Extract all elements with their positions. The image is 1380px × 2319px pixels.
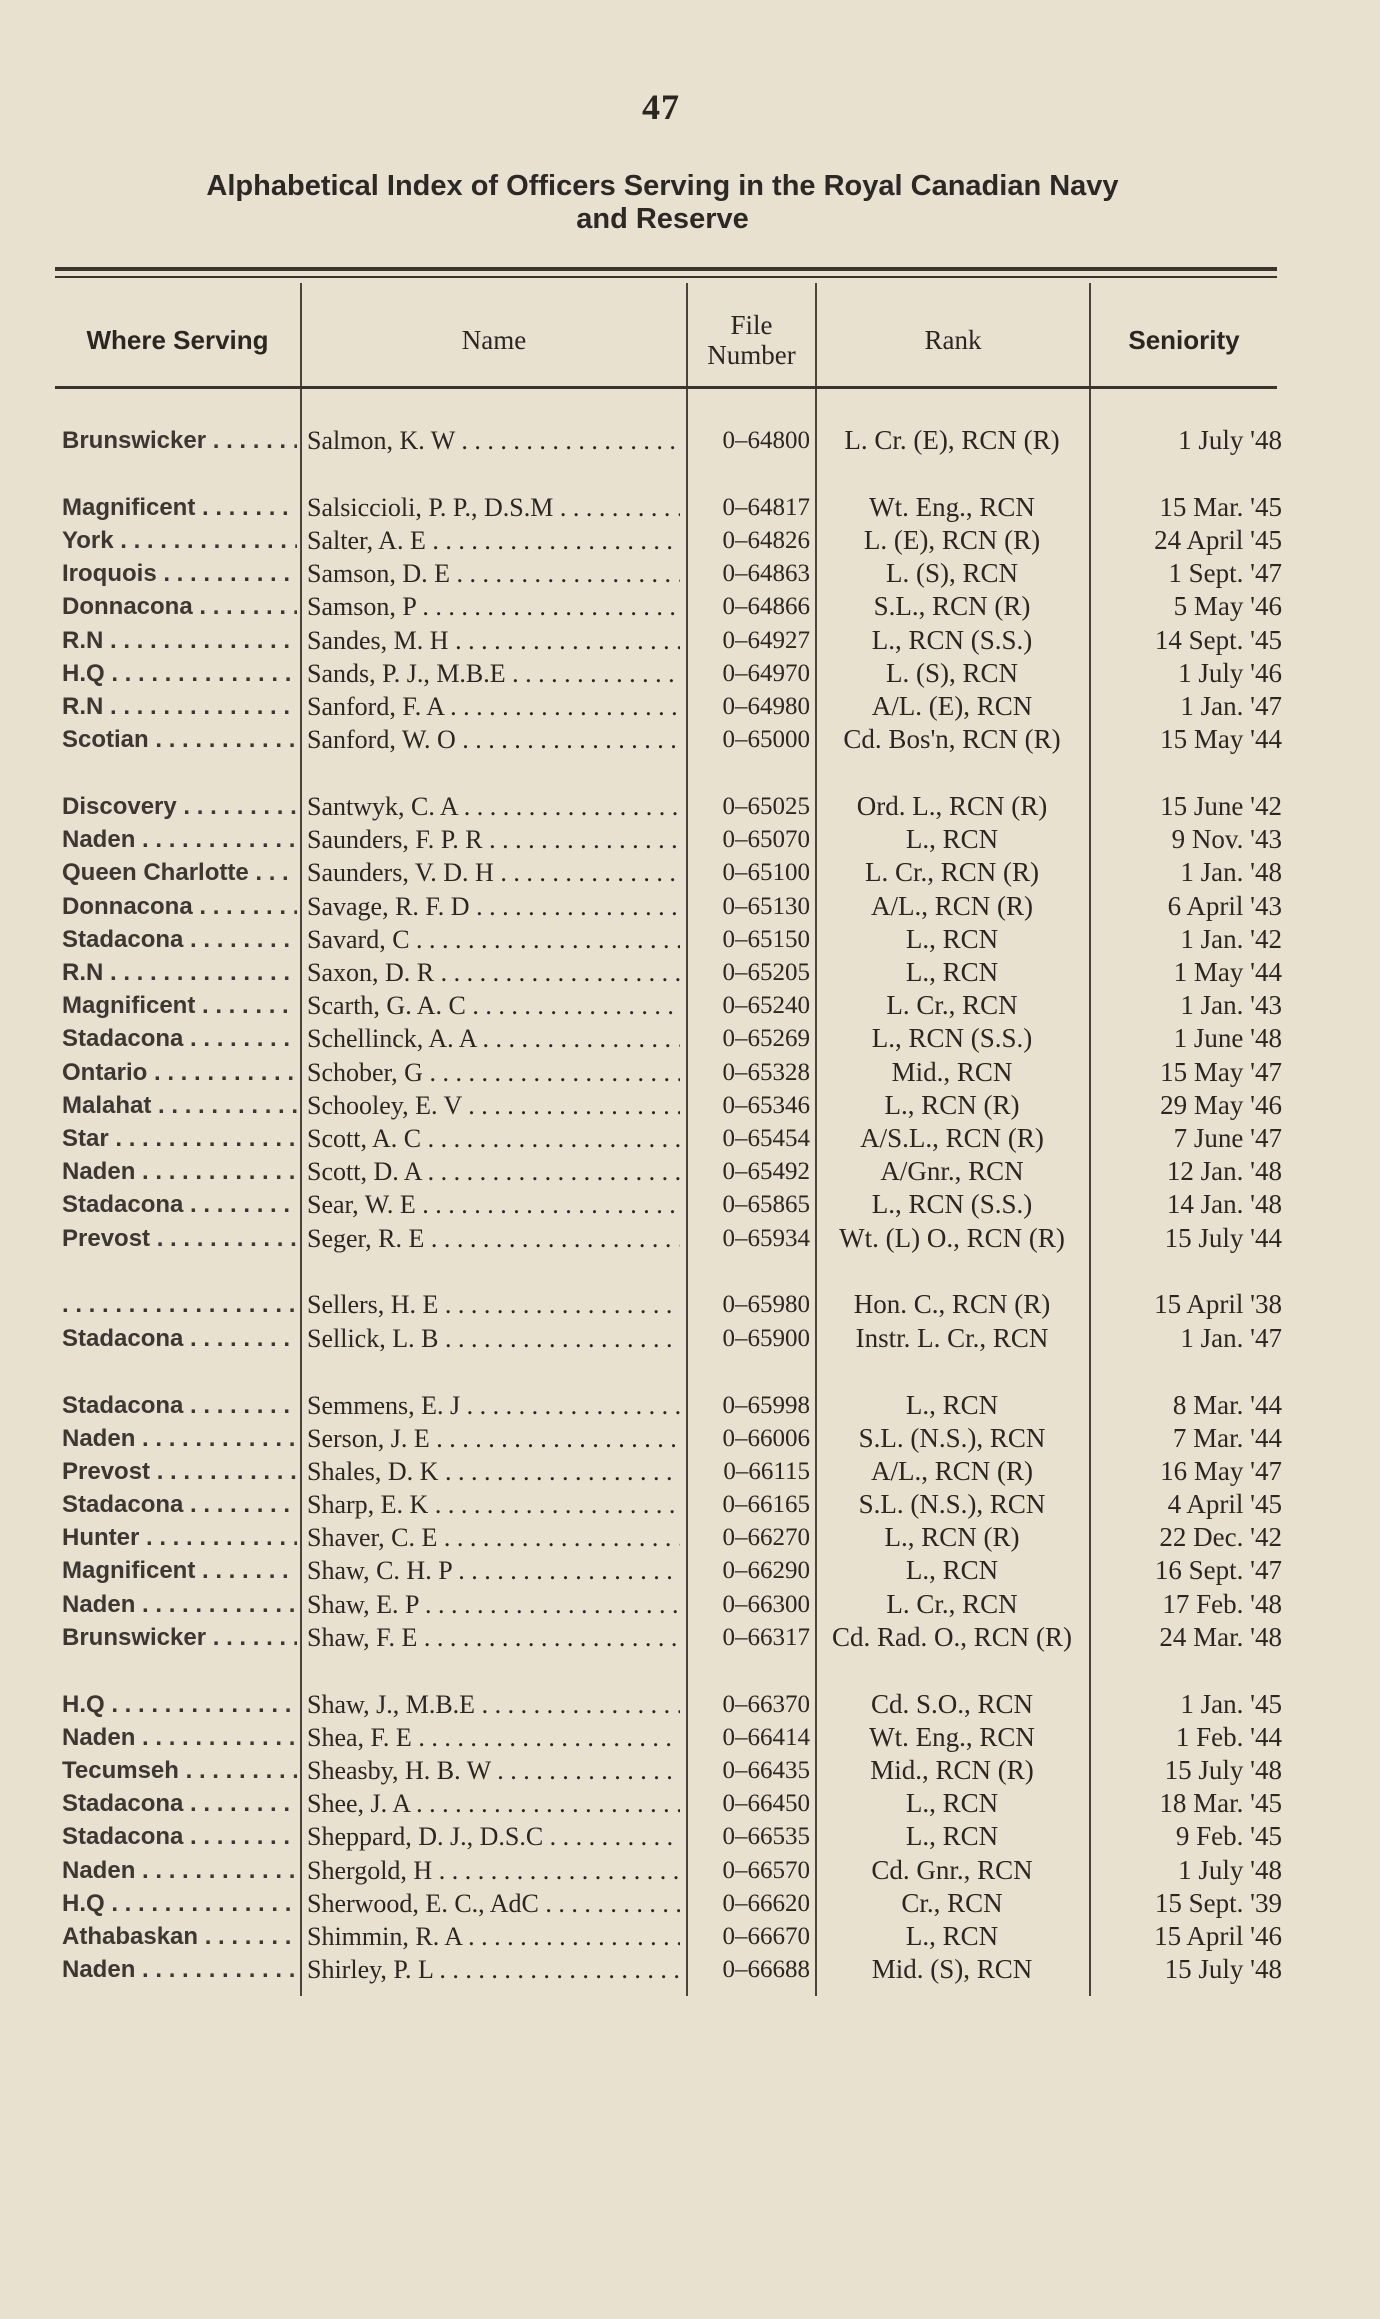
- table-row: [0, 1754, 1380, 1787]
- cell-file-number: 0–65205: [722, 959, 810, 987]
- cell-seniority: 17 Feb. '48: [1162, 1588, 1282, 1619]
- table-row: [0, 1488, 1380, 1521]
- cell-seniority: 15 June '42: [1160, 791, 1282, 822]
- cell-rank: L. (E), RCN (R): [863, 525, 1041, 556]
- file-header-line-1: File: [730, 310, 773, 340]
- header-underline: [55, 386, 1277, 389]
- cell-file-number: 0–66688: [722, 1956, 810, 1984]
- table-row: [0, 1920, 1380, 1953]
- cell-file-number: 0–64817: [722, 493, 810, 521]
- table-row: [0, 1854, 1380, 1887]
- table-row: [0, 1155, 1380, 1188]
- cell-where-serving: Naden . . .: [62, 1588, 297, 1621]
- cell-name: Sands, P. J., M.B.E . . .: [307, 657, 680, 690]
- cell-file-number: 0–66535: [722, 1823, 810, 1851]
- cell-rank: A/Gnr., RCN: [880, 1156, 1024, 1187]
- cell-name: Sellick, L. B . . .: [307, 1322, 680, 1355]
- cell-seniority: 1 Jan. '47: [1180, 1322, 1282, 1353]
- cell-seniority: 1 June '48: [1173, 1023, 1282, 1054]
- cell-name: Schellinck, A. A . . .: [307, 1022, 680, 1055]
- cell-where-serving: Stadacona . . .: [62, 1488, 297, 1521]
- cell-rank: A/L., RCN (R): [871, 1455, 1033, 1486]
- cell-seniority: 7 Mar. '44: [1172, 1422, 1282, 1453]
- cell-where-serving: H.Q . . .: [62, 1887, 297, 1920]
- cell-seniority: 15 April '38: [1154, 1289, 1282, 1320]
- table-row: [0, 1588, 1380, 1621]
- cell-rank: L., RCN: [905, 1389, 999, 1420]
- cell-where-serving: Naden . . .: [62, 1155, 297, 1188]
- cell-file-number: 0–66115: [723, 1457, 810, 1485]
- cell-name: Saunders, V. D. H . . .: [307, 856, 680, 889]
- cell-name: Schooley, E. V . . .: [307, 1089, 680, 1122]
- header-rule-thin: [55, 276, 1277, 278]
- header-rule-thick: [55, 267, 1277, 271]
- cell-rank: L. (S), RCN: [885, 657, 1018, 688]
- cell-seniority: 8 Mar. '44: [1172, 1389, 1282, 1420]
- cell-name: Schober, G . . .: [307, 1056, 680, 1089]
- cell-name: Sandes, M. H . . .: [307, 624, 680, 657]
- cell-seniority: 1 July '48: [1178, 1854, 1282, 1885]
- column-header-file-number: [688, 298, 815, 382]
- cell-file-number: 0–66290: [722, 1557, 810, 1585]
- cell-rank: Mid. (S), RCN: [871, 1954, 1033, 1985]
- table-row: [0, 1089, 1380, 1122]
- cell-name: Shaw, J., M.B.E . . .: [307, 1688, 680, 1721]
- cell-where-serving: Star . . .: [62, 1122, 297, 1155]
- cell-name: Sear, W. E . . .: [307, 1188, 680, 1221]
- cell-rank: L., RCN (R): [884, 1089, 1020, 1120]
- cell-name: Santwyk, C. A . . .: [307, 790, 680, 823]
- cell-where-serving: Stadacona . . .: [62, 1820, 297, 1853]
- cell-seniority: 15 April '46: [1154, 1921, 1282, 1952]
- cell-rank: Cd. S.O., RCN: [870, 1688, 1034, 1719]
- cell-rank: Cr., RCN: [901, 1887, 1003, 1918]
- cell-name: Sheppard, D. J., D.S.C . . .: [307, 1820, 680, 1853]
- cell-where-serving: Brunswicker . . .: [62, 1621, 297, 1654]
- cell-file-number: 0–65454: [722, 1124, 810, 1152]
- cell-file-number: 0–65100: [722, 859, 810, 887]
- cell-file-number: 0–66370: [722, 1690, 810, 1718]
- cell-file-number: 0–64826: [722, 527, 810, 555]
- cell-rank: L., RCN: [905, 957, 999, 988]
- cell-rank: Ord. L., RCN (R): [856, 791, 1048, 822]
- cell-seniority: 1 May '44: [1173, 957, 1282, 988]
- column-header-name: Name: [461, 325, 527, 355]
- cell-name: Sellers, H. E . . .: [307, 1288, 680, 1321]
- cell-where-serving: H.Q . . .: [62, 1688, 297, 1721]
- cell-name: Salsiccioli, P. P., D.S.M . . .: [307, 491, 680, 524]
- cell-where-serving: Naden . . .: [62, 1854, 297, 1887]
- cell-where-serving: Donnacona . . .: [62, 890, 297, 923]
- cell-file-number: 0–66670: [722, 1923, 810, 1951]
- table-row: [0, 923, 1380, 956]
- cell-file-number: 0–65492: [722, 1158, 810, 1186]
- cell-where-serving: Discovery . . .: [62, 790, 297, 823]
- cell-file-number: 0–65900: [722, 1324, 810, 1352]
- table-row: [0, 1721, 1380, 1754]
- cell-where-serving: [62, 1288, 297, 1321]
- cell-seniority: 15 July '44: [1164, 1222, 1282, 1253]
- cell-file-number: 0–66165: [722, 1491, 810, 1519]
- table-row: [0, 989, 1380, 1022]
- cell-where-serving: Magnificent . . .: [62, 989, 297, 1022]
- page-title: [60, 170, 1265, 236]
- cell-name: Shergold, H . . .: [307, 1854, 680, 1887]
- cell-rank: S.L. (N.S.), RCN: [858, 1422, 1046, 1453]
- cell-file-number: 0–65934: [722, 1224, 810, 1252]
- cell-seniority: 1 Jan. '45: [1180, 1688, 1282, 1719]
- cell-rank: L., RCN (R): [884, 1522, 1020, 1553]
- cell-where-serving: Donnacona . . .: [62, 590, 297, 623]
- cell-rank: Instr. L. Cr., RCN: [855, 1322, 1049, 1353]
- cell-rank: Hon. C., RCN (R): [853, 1289, 1051, 1320]
- cell-seniority: 15 July '48: [1164, 1954, 1282, 1985]
- cell-rank: Mid., RCN: [891, 1056, 1013, 1087]
- cell-where-serving: Prevost . . .: [62, 1222, 297, 1255]
- table-row: [0, 1953, 1380, 1986]
- cell-file-number: 0–65328: [722, 1058, 810, 1086]
- table-row: [0, 1521, 1380, 1554]
- table-row: [0, 956, 1380, 989]
- cell-file-number: 0–65000: [722, 726, 810, 754]
- cell-where-serving: Naden . . .: [62, 1422, 297, 1455]
- cell-seniority: 15 May '47: [1160, 1056, 1282, 1087]
- cell-where-serving: Brunswicker . . .: [62, 424, 297, 457]
- table-row: [0, 624, 1380, 657]
- table-row: [0, 590, 1380, 623]
- cell-file-number: 0–66435: [722, 1757, 810, 1785]
- cell-where-serving: Iroquois . . .: [62, 557, 297, 590]
- cell-rank: S.L., RCN (R): [873, 591, 1031, 622]
- cell-where-serving: Prevost . . .: [62, 1455, 297, 1488]
- cell-name: Samson, D. E . . .: [307, 557, 680, 590]
- cell-seniority: 15 Sept. '39: [1154, 1887, 1282, 1918]
- cell-seniority: 16 Sept. '47: [1154, 1555, 1282, 1586]
- cell-seniority: 5 May '46: [1173, 591, 1282, 622]
- cell-where-serving: Scotian . . .: [62, 723, 297, 756]
- table-row: [0, 557, 1380, 590]
- cell-where-serving: York . . .: [62, 524, 297, 557]
- cell-file-number: 0–64970: [722, 659, 810, 687]
- cell-rank: L., RCN (S.S.): [871, 624, 1033, 655]
- cell-name: Shirley, P. L . . .: [307, 1953, 680, 1986]
- cell-name: Savage, R. F. D . . .: [307, 890, 680, 923]
- cell-rank: Cd. Gnr., RCN: [871, 1854, 1033, 1885]
- table-row: [0, 1621, 1380, 1688]
- cell-seniority: 9 Nov. '43: [1171, 824, 1282, 855]
- cell-name: Serson, J. E . . .: [307, 1422, 680, 1455]
- cell-name: Seger, R. E . . .: [307, 1222, 680, 1255]
- cell-name: Sanford, W. O . . .: [307, 723, 680, 756]
- table-row: [0, 1887, 1380, 1920]
- cell-seniority: 4 April '45: [1167, 1489, 1282, 1520]
- cell-rank: Wt. Eng., RCN: [869, 491, 1035, 522]
- cell-file-number: 0–66620: [722, 1889, 810, 1917]
- cell-file-number: 0–64863: [722, 560, 810, 588]
- cell-where-serving: Naden . . .: [62, 1721, 297, 1754]
- cell-rank: L., RCN (S.S.): [871, 1189, 1033, 1220]
- cell-seniority: 18 Mar. '45: [1159, 1788, 1282, 1819]
- cell-file-number: 0–65240: [722, 992, 810, 1020]
- cell-name: Sharp, E. K . . .: [307, 1488, 680, 1521]
- cell-file-number: 0–64927: [722, 626, 810, 654]
- cell-rank: A/S.L., RCN (R): [860, 1122, 1044, 1153]
- cell-rank: Cd. Bos'n, RCN (R): [843, 724, 1061, 755]
- cell-name: Scarth, G. A. C . . .: [307, 989, 680, 1022]
- cell-rank: Mid., RCN (R): [870, 1755, 1034, 1786]
- cell-where-serving: Athabaskan . . .: [62, 1920, 297, 1953]
- table-row: [0, 790, 1380, 823]
- cell-seniority: 1 Feb. '44: [1175, 1721, 1282, 1752]
- cell-file-number: 0–65130: [722, 892, 810, 920]
- file-header-line-2: Number: [707, 340, 796, 370]
- cell-file-number: 0–65269: [722, 1025, 810, 1053]
- officer-index-rows: [0, 424, 1380, 1986]
- cell-file-number: 0–64866: [722, 593, 810, 621]
- table-row: [0, 1288, 1380, 1321]
- cell-where-serving: H.Q . . .: [62, 657, 297, 690]
- cell-rank: Wt. (L) O., RCN (R): [839, 1222, 1065, 1253]
- table-row: [0, 690, 1380, 723]
- cell-where-serving: Queen Charlotte . . .: [62, 856, 297, 889]
- table-row: [0, 1820, 1380, 1853]
- table-row: [0, 856, 1380, 889]
- cell-file-number: 0–66006: [722, 1424, 810, 1452]
- cell-name: Shales, D. K . . .: [307, 1455, 680, 1488]
- cell-file-number: 0–65070: [722, 826, 810, 854]
- cell-name: Scott, A. C . . .: [307, 1122, 680, 1155]
- cell-name: Saxon, D. R . . .: [307, 956, 680, 989]
- cell-name: Shaw, F. E . . .: [307, 1621, 680, 1654]
- cell-rank: A/L., RCN (R): [871, 890, 1033, 921]
- cell-where-serving: Naden . . .: [62, 1953, 297, 1986]
- cell-seniority: 22 Dec. '42: [1159, 1522, 1282, 1553]
- cell-rank: L. Cr., RCN: [886, 1588, 1018, 1619]
- cell-name: Salmon, K. W . . .: [307, 424, 680, 457]
- cell-seniority: 1 Sept. '47: [1168, 558, 1282, 589]
- table-row: [0, 424, 1380, 491]
- cell-file-number: 0–65025: [722, 793, 810, 821]
- cell-rank: A/L. (E), RCN: [871, 691, 1033, 722]
- table-row: [0, 1222, 1380, 1289]
- cell-rank: L., RCN: [905, 824, 999, 855]
- cell-seniority: 1 Jan. '42: [1180, 923, 1282, 954]
- cell-seniority: 1 Jan. '47: [1180, 691, 1282, 722]
- cell-rank: L., RCN: [905, 1921, 999, 1952]
- cell-name: Shaw, C. H. P . . .: [307, 1554, 680, 1587]
- cell-seniority: 12 Jan. '48: [1166, 1156, 1282, 1187]
- cell-seniority: 9 Feb. '45: [1175, 1821, 1282, 1852]
- cell-rank: L. Cr., RCN: [886, 990, 1018, 1021]
- cell-file-number: 0–66317: [722, 1623, 810, 1651]
- table-row: [0, 657, 1380, 690]
- cell-where-serving: Malahat . . .: [62, 1089, 297, 1122]
- cell-rank: L. Cr. (E), RCN (R): [844, 425, 1060, 455]
- cell-seniority: 1 Jan. '43: [1180, 990, 1282, 1021]
- cell-where-serving: Stadacona . . .: [62, 1188, 297, 1221]
- cell-name: Sheasby, H. B. W . . .: [307, 1754, 680, 1787]
- cell-name: Scott, D. A . . .: [307, 1155, 680, 1188]
- cell-rank: L., RCN: [905, 923, 999, 954]
- cell-file-number: 0–65150: [722, 925, 810, 953]
- cell-where-serving: Stadacona . . .: [62, 1322, 297, 1355]
- table-row: [0, 1389, 1380, 1422]
- cell-file-number: 0–65998: [722, 1391, 810, 1419]
- cell-file-number: 0–66450: [722, 1790, 810, 1818]
- cell-seniority: 29 May '46: [1160, 1089, 1282, 1120]
- cell-seniority: 15 July '48: [1164, 1755, 1282, 1786]
- cell-rank: L. (S), RCN: [885, 558, 1018, 589]
- cell-where-serving: R.N . . .: [62, 956, 297, 989]
- cell-file-number: 0–64980: [722, 693, 810, 721]
- table-row: [0, 1122, 1380, 1155]
- cell-rank: S.L. (N.S.), RCN: [858, 1489, 1046, 1520]
- table-row: [0, 1787, 1380, 1820]
- cell-where-serving: Magnificent . . .: [62, 491, 297, 524]
- cell-where-serving: Tecumseh . . .: [62, 1754, 297, 1787]
- table-row: [0, 1322, 1380, 1389]
- cell-file-number: 0–66270: [722, 1524, 810, 1552]
- cell-rank: Cd. Rad. O., RCN (R): [831, 1621, 1072, 1652]
- table-row: [0, 1422, 1380, 1455]
- cell-seniority: 24 April '45: [1154, 525, 1282, 556]
- cell-rank: L., RCN: [905, 1788, 999, 1819]
- cell-where-serving: Ontario . . .: [62, 1056, 297, 1089]
- cell-file-number: 0–64800: [722, 427, 810, 454]
- cell-seniority: 24 Mar. '48: [1159, 1621, 1282, 1652]
- cell-where-serving: Stadacona . . .: [62, 923, 297, 956]
- table-row: [0, 1455, 1380, 1488]
- cell-name: Semmens, E. J . . .: [307, 1389, 680, 1422]
- page-number: 47: [642, 87, 680, 127]
- cell-name: Savard, C . . .: [307, 923, 680, 956]
- table-row: [0, 1056, 1380, 1089]
- cell-where-serving: Magnificent . . .: [62, 1554, 297, 1587]
- cell-rank: Wt. Eng., RCN: [869, 1721, 1035, 1752]
- cell-where-serving: Hunter . . .: [62, 1521, 297, 1554]
- title-line-1: Alphabetical Index of Officers Serving in the Royal Canadian Navy: [206, 170, 1119, 202]
- cell-file-number: 0–65980: [722, 1291, 810, 1319]
- table-row: [0, 1188, 1380, 1221]
- cell-rank: L., RCN (S.S.): [871, 1023, 1033, 1054]
- cell-rank: L. Cr., RCN (R): [864, 857, 1039, 888]
- cell-name: Samson, P . . .: [307, 590, 680, 623]
- cell-seniority: 16 May '47: [1160, 1455, 1282, 1486]
- column-header-where-serving: Where Serving: [86, 325, 269, 355]
- cell-name: Sherwood, E. C., AdC . . .: [307, 1887, 680, 1920]
- table-row: [0, 823, 1380, 856]
- cell-seniority: 14 Jan. '48: [1166, 1189, 1282, 1220]
- cell-seniority: 1 July '48: [1178, 425, 1282, 455]
- cell-name: Shimmin, R. A . . .: [307, 1920, 680, 1953]
- cell-name: Shaver, C. E . . .: [307, 1521, 680, 1554]
- column-header-seniority: Seniority: [1128, 325, 1240, 355]
- cell-name: Salter, A. E . . .: [307, 524, 680, 557]
- cell-seniority: 14 Sept. '45: [1154, 624, 1282, 655]
- cell-seniority: 15 May '44: [1160, 724, 1282, 755]
- table-row: [0, 723, 1380, 790]
- cell-seniority: 6 April '43: [1167, 890, 1282, 921]
- cell-file-number: 0–66300: [722, 1590, 810, 1618]
- cell-where-serving: Stadacona . . .: [62, 1389, 297, 1422]
- cell-where-serving: Naden . . .: [62, 823, 297, 856]
- cell-where-serving: Stadacona . . .: [62, 1787, 297, 1820]
- cell-name: Shee, J. A . . .: [307, 1787, 680, 1820]
- cell-where-serving: Stadacona . . .: [62, 1022, 297, 1055]
- cell-file-number: 0–66570: [722, 1856, 810, 1884]
- cell-name: Shaw, E. P . . .: [307, 1588, 680, 1621]
- table-row: [0, 524, 1380, 557]
- cell-file-number: 0–65346: [722, 1091, 810, 1119]
- cell-name: Sanford, F. A . . .: [307, 690, 680, 723]
- cell-rank: L., RCN: [905, 1821, 999, 1852]
- cell-seniority: 15 Mar. '45: [1159, 491, 1282, 522]
- cell-rank: L., RCN: [905, 1555, 999, 1586]
- cell-name: Shea, F. E . . .: [307, 1721, 680, 1754]
- cell-seniority: 1 July '46: [1178, 657, 1282, 688]
- column-header-rank: Rank: [924, 325, 982, 355]
- cell-where-serving: R.N . . .: [62, 624, 297, 657]
- cell-seniority: 1 Jan. '48: [1180, 857, 1282, 888]
- table-row: [0, 890, 1380, 923]
- table-row: [0, 1554, 1380, 1587]
- table-row: [0, 1022, 1380, 1055]
- cell-where-serving: R.N . . .: [62, 690, 297, 723]
- table-row: [0, 491, 1380, 524]
- cell-file-number: 0–66414: [722, 1723, 810, 1751]
- cell-name: Saunders, F. P. R . . .: [307, 823, 680, 856]
- cell-file-number: 0–65865: [722, 1191, 810, 1219]
- title-line-2: and Reserve: [576, 203, 749, 235]
- cell-seniority: 7 June '47: [1173, 1122, 1282, 1153]
- table-row: [0, 1688, 1380, 1721]
